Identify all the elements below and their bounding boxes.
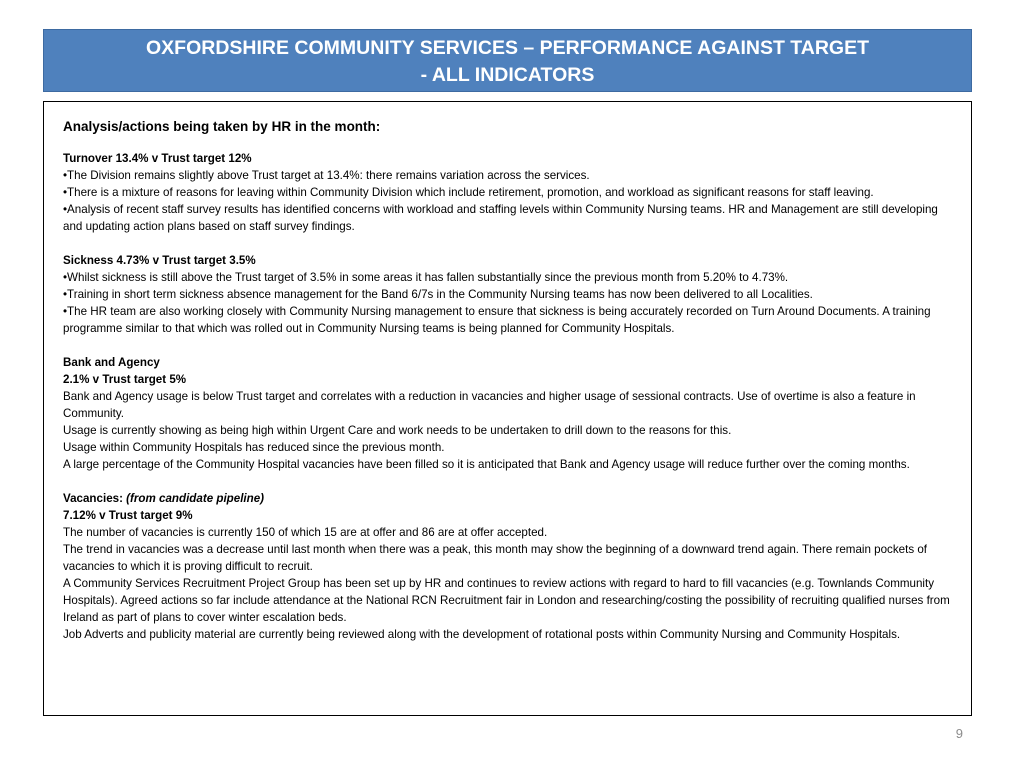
page-number: 9 xyxy=(955,726,963,741)
bank-agency-target: 2.1% v Trust target 5% xyxy=(63,373,187,386)
turnover-section xyxy=(63,150,953,235)
vacancies-paragraph: A Community Services Recruitment Project Group has been set up by HR and continues to review actions with regard to hard to fill vacancies (e.g. Townlands Community Hospitals). Agreed actions so far include attendance at the National RCN Recruitment fair in London and researching/costing the possibility of recruiting qualified nurses from Ireland as part of plans to cover winter escalation beds. xyxy=(63,577,950,624)
bank-agency-title: Bank and Agency xyxy=(63,356,160,369)
vacancies-title xyxy=(63,490,953,507)
sickness-bullet: •Training in short term sickness absence management for the Band 6/7s in the Community Nursing teams has now been delivered to all Localities. xyxy=(63,288,813,301)
sickness-title: Sickness 4.73% v Trust target 3.5% xyxy=(63,254,256,267)
sickness-section xyxy=(63,252,953,337)
vacancies-title-source: (from candidate pipeline) xyxy=(126,492,265,505)
analysis-heading: Analysis/actions being taken by HR in the month: xyxy=(63,119,381,134)
analysis-content-box xyxy=(43,101,972,716)
slide-title-line-2: - ALL INDICATORS xyxy=(420,64,595,86)
vacancies-paragraph: The number of vacancies is currently 150 of which 15 are at offer and 86 are at offer accepted. xyxy=(63,526,548,539)
slide-title-line-1: OXFORDSHIRE COMMUNITY SERVICES – PERFORMANCE AGAINST TARGET xyxy=(145,37,869,59)
bank-agency-paragraph: Bank and Agency usage is below Trust target and correlates with a reduction in vacancies and higher usage of sessional contracts. Use of overtime is also a feature in Community. xyxy=(63,390,916,420)
slide-title-banner xyxy=(43,29,972,92)
vacancies-section xyxy=(63,490,953,643)
bank-agency-paragraph: Usage is currently showing as being high within Urgent Care and work needs to be undertaken to drill down to the reasons for this. xyxy=(63,424,732,437)
sickness-bullet: •The HR team are also working closely with Community Nursing management to ensure that sickness is being accurately recorded on Turn Around Documents. A training programme similar to that which was rolled out in Community Nursing teams is being planned for Community Hospitals. xyxy=(63,305,931,335)
vacancies-paragraph: The trend in vacancies was a decrease until last month when there was a peak, this month may show the beginning of a downward trend again. There remain pockets of vacancies to which it is proving difficult to recruit. xyxy=(63,543,928,573)
bank-agency-paragraph: A large percentage of the Community Hospital vacancies have been filled so it is anticipated that Bank and Agency usage will reduce further over the coming months. xyxy=(63,458,910,471)
vacancies-target: 7.12% v Trust target 9% xyxy=(63,509,193,522)
bank-agency-section xyxy=(63,354,953,473)
sickness-bullet: •Whilst sickness is still above the Trust target of 3.5% in some areas it has fallen substantially since the previous month from 5.20% to 4.73%. xyxy=(63,271,789,284)
bank-agency-paragraph: Usage within Community Hospitals has reduced since the previous month. xyxy=(63,441,445,454)
turnover-bullet: •The Division remains slightly above Trust target at 13.4%: there remains variation across the services. xyxy=(63,169,590,182)
turnover-title: Turnover 13.4% v Trust target 12% xyxy=(63,152,252,165)
turnover-bullet: •There is a mixture of reasons for leaving within Community Division which include retirement, promotion, and workload as significant reasons for staff leaving. xyxy=(63,186,874,199)
vacancies-paragraph: Job Adverts and publicity material are currently being reviewed along with the development of rotational posts within Community Nursing and Community Hospitals. xyxy=(63,628,901,641)
vacancies-title-label: Vacancies: xyxy=(63,492,127,505)
turnover-bullet: •Analysis of recent staff survey results has identified concerns with workload and staffing levels within Community Nursing teams. HR and Management are still developing and updating action plans based on staff survey findings. xyxy=(63,203,938,233)
